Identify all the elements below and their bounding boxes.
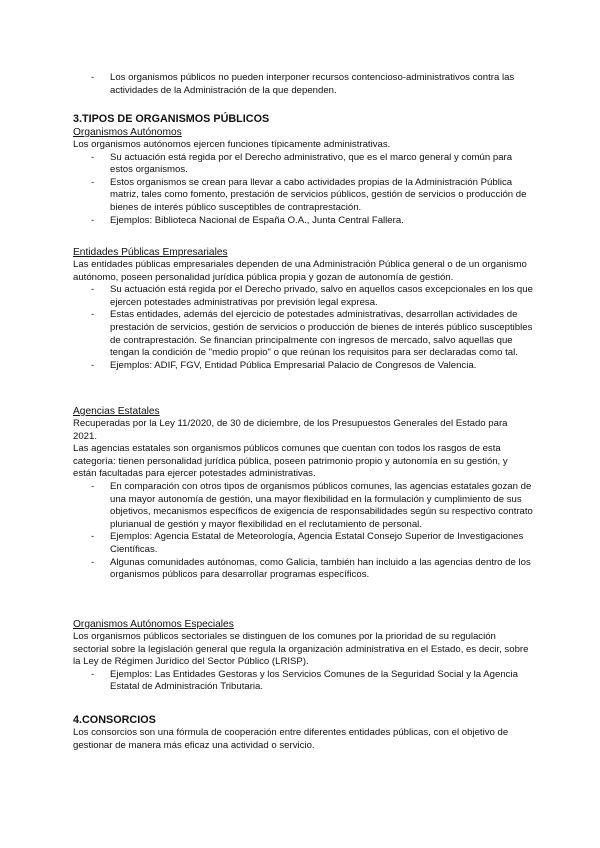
subsection-title: Organismos Autónomos Especiales [73, 619, 234, 630]
list-item [73, 531, 533, 556]
bullet-dash: - [91, 480, 95, 492]
list-item [73, 309, 533, 359]
estatales-block [73, 405, 533, 582]
list-item-text: Algunas comunidades autónomas, como Galicia, también han incluido a las agencias dentro de los organismos públicos para desarrollar programas específicos. [110, 556, 531, 581]
bullet-dash: - [91, 214, 95, 226]
list-item [73, 669, 533, 694]
estatales-list [73, 481, 533, 582]
list-item [73, 215, 533, 228]
list-item-text: Estas entidades, además del ejercicio de potestades administrativas, desarrollan actividades de prestación de servicios, gestión de servicios o producción de bienes de interés público susceptibles de contraprestación. Se financian principalmente con ingresos de mercado, salvo aquellas que tengan la condición de "medio propio" o que reúnan los requisitos para ser declaradas como tal. [110, 309, 533, 359]
empresariales-block [73, 246, 533, 372]
paragraph: Las agencias estatales son organismos públicos comunes que cuentan con todos los rasgos de esta categoría: tienen personalidad jurídica pública, poseen patrimonio propio y autonomía en su gestión, y están facultadas para ejercer potestades administrativas. [73, 443, 508, 480]
list-item-text: Ejemplos: Agencia Estatal de Meteorología, Agencia Estatal Consejo Superior de Investigaciones Científicas. [110, 531, 524, 555]
list-item [73, 72, 533, 97]
paragraph: Los organismos públicos sectoriales se distinguen de los comunes por la prioridad de su regulación sectorial sobre la legislación general que regula la organización administrativa en el Estado, es decir, sobre la Ley de Régimen Jurídico del Sector Público (LRISP). [73, 631, 529, 668]
subsection-title: Agencias Estatales [73, 406, 160, 417]
list-item [73, 481, 533, 531]
empresariales-list [73, 284, 533, 372]
paragraph: Las entidades públicas empresariales dependen de una Administración Pública general o de un organismo autónomo, poseen personalidad jurídica pública propia y gozan de autonomía de gestión. [73, 259, 527, 283]
list-item-text: Ejemplos: Las Entidades Gestoras y los Servicios Comunes de la Seguridad Social y la Agencia Estatal de Administración Tributaria. [110, 668, 518, 693]
list-item-text: Ejemplos: ADIF, FGV, Entidad Pública Empresarial Palacio de Congresos de Valencia. [110, 359, 477, 371]
paragraph: Recuperadas por la Ley 11/2020, de 30 de diciembre, de los Presupuestos Generales del Estado para 2021. [73, 418, 508, 442]
list-item-text: Su actuación está regida por el Derecho administrativo, que es el marco general y común para estos organismos. [110, 151, 513, 176]
section4-block [73, 713, 533, 752]
subsection-title: Entidades Públicas Empresariales [73, 247, 228, 258]
bullet-dash: - [91, 531, 95, 543]
top-list-block [73, 72, 533, 97]
bullet-dash: - [91, 556, 95, 568]
bullet-dash: - [91, 668, 95, 680]
section3-autonomos-block [73, 112, 533, 227]
bullet-dash: - [91, 176, 95, 188]
especiales-list [73, 669, 533, 694]
section-heading: 4.CONSORCIOS [73, 714, 156, 726]
especiales-block [73, 618, 533, 694]
list-item-text: Ejemplos: Biblioteca Nacional de España O.A., Junta Central Fallera. [110, 214, 404, 226]
section-heading: 3.TIPOS DE ORGANISMOS PÚBLICOS [73, 113, 270, 125]
bullet-dash: - [91, 72, 95, 83]
paragraph: Los organismos autónomos ejercen funciones típicamente administrativas. [73, 139, 391, 150]
top-list [73, 72, 533, 97]
bullet-dash: - [91, 151, 95, 163]
autonomos-list [73, 152, 533, 228]
paragraph: Los consorcios son una fórmula de cooperación entre diferentes entidades públicas, con el objetivo de gestionar de manera más eficaz una actividad o servicio. [73, 727, 509, 751]
list-item-text: En comparación con otros tipos de organismos públicos comunes, las agencias estatales gozan de una mayor autonomía de gestión, una mayor flexibilidad en la formulación y cumplimiento de sus objetivos, mecanismos específicos de exigencia de responsabilidades según su respectivo contrato plurianual de gestión y mayor flexibilidad en el reclutamiento de personal. [110, 480, 533, 530]
list-item [73, 152, 533, 177]
list-item [73, 177, 533, 215]
list-item [73, 360, 533, 373]
bullet-dash: - [91, 309, 95, 321]
list-item-text: Su actuación está regida por el Derecho privado, salvo en aquellos casos excepcionales en los que ejercen potestades administrativas por previsión legal expresa. [110, 284, 533, 308]
list-item-text: Los organismos públicos no pueden interponer recursos contencioso-administrativos contra las actividades de la Administración de la que dependen. [110, 72, 515, 96]
subsection-title: Organismos Autónomos [73, 127, 182, 138]
list-item [73, 557, 533, 582]
list-item-text: Estos organismos se crean para llevar a cabo actividades propias de la Administración Pública matriz, tales como fomento, prestación de servicios públicos, gestión de servicios o producción de bienes de interés público susceptibles de contraprestación. [110, 176, 527, 213]
bullet-dash: - [91, 284, 95, 296]
bullet-dash: - [91, 359, 95, 371]
list-item [73, 284, 533, 309]
